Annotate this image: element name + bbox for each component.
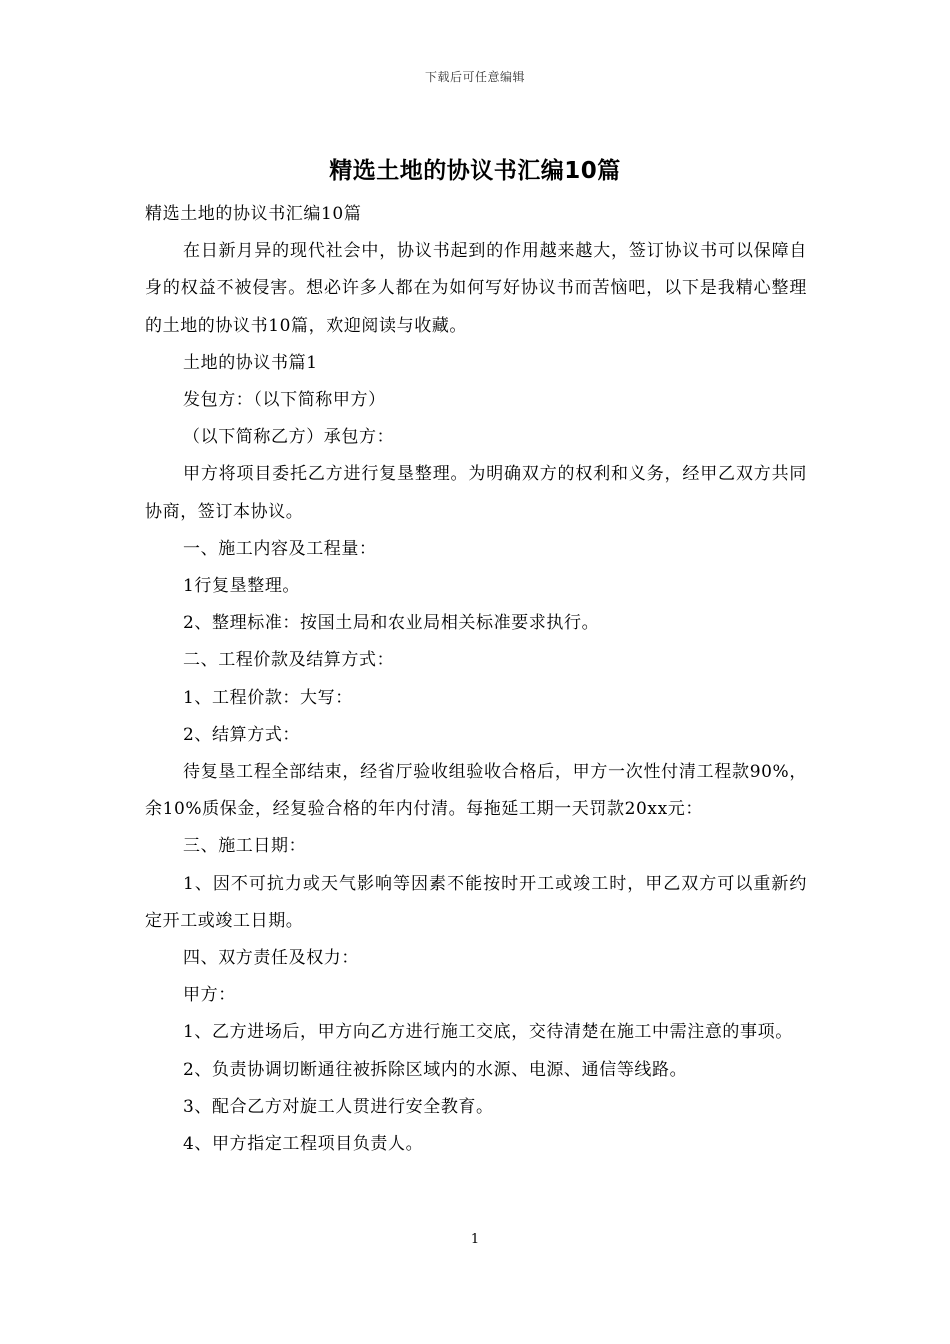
body-paragraph: 4、甲方指定工程项目负责人。	[183, 1134, 424, 1155]
body-paragraph: 待复垦工程全部结束，经省厅验收组验收合格后，甲方一次性付清工程款90%，余10%质保金，经复验合格的年内付清。每拖延工期一天罚款20xx元：	[145, 762, 807, 820]
body-paragraph: 四、双方责任及权力：	[183, 948, 359, 969]
body-paragraph: 甲方：	[183, 985, 236, 1006]
body-paragraph: 3、配合乙方对旋工人贯进行安全教育。	[183, 1096, 494, 1117]
body-paragraph: 甲方将项目委托乙方进行复垦整理。为明确双方的权利和义务，经甲乙双方共同协商，签订本协议。	[145, 464, 807, 522]
body-paragraph: 2、负责协调切断通往被拆除区域内的水源、电源、通信等线路。	[183, 1059, 688, 1080]
body-paragraph: 三、施工日期：	[183, 836, 307, 857]
body-paragraph: 1行复垦整理。	[183, 576, 301, 597]
body-paragraph: 发包方：（以下简称甲方）	[183, 390, 386, 411]
body-paragraph: 1、因不可抗力或天气影响等因素不能按时开工或竣工时，甲乙双方可以重新约定开工或竣工日期。	[145, 873, 807, 931]
body-paragraph: 一、施工内容及工程量：	[183, 538, 377, 559]
body-paragraph: 精选土地的协议书汇编10篇	[145, 204, 362, 224]
document-title: 精选土地的协议书汇编10篇	[329, 158, 621, 184]
body-paragraph: 1、工程价款：大写：	[183, 687, 353, 708]
body-paragraph: 在日新月异的现代社会中，协议书起到的作用越来越大，签订协议书可以保障自身的权益不被侵害。想必许多人都在为如何写好协议书而苦恼吧，以下是我精心整理的土地的协议书10篇，欢迎阅读与收藏。	[145, 241, 807, 336]
page-number: 1	[470, 1232, 480, 1247]
header-note: 下载后可任意编辑	[424, 70, 525, 84]
body-paragraph: （以下简称乙方）承包方：	[183, 427, 395, 448]
body-paragraph: 1、乙方进场后，甲方向乙方进行施工交底，交待清楚在施工中需注意的事项。	[183, 1022, 793, 1043]
body-paragraph: 土地的协议书篇1	[183, 352, 318, 373]
document-body	[145, 196, 807, 1163]
body-paragraph: 二、工程价款及结算方式：	[183, 650, 395, 671]
body-paragraph: 2、结算方式：	[183, 724, 301, 745]
body-paragraph: 2、整理标准：按国土局和农业局相关标准要求执行。	[183, 613, 600, 634]
